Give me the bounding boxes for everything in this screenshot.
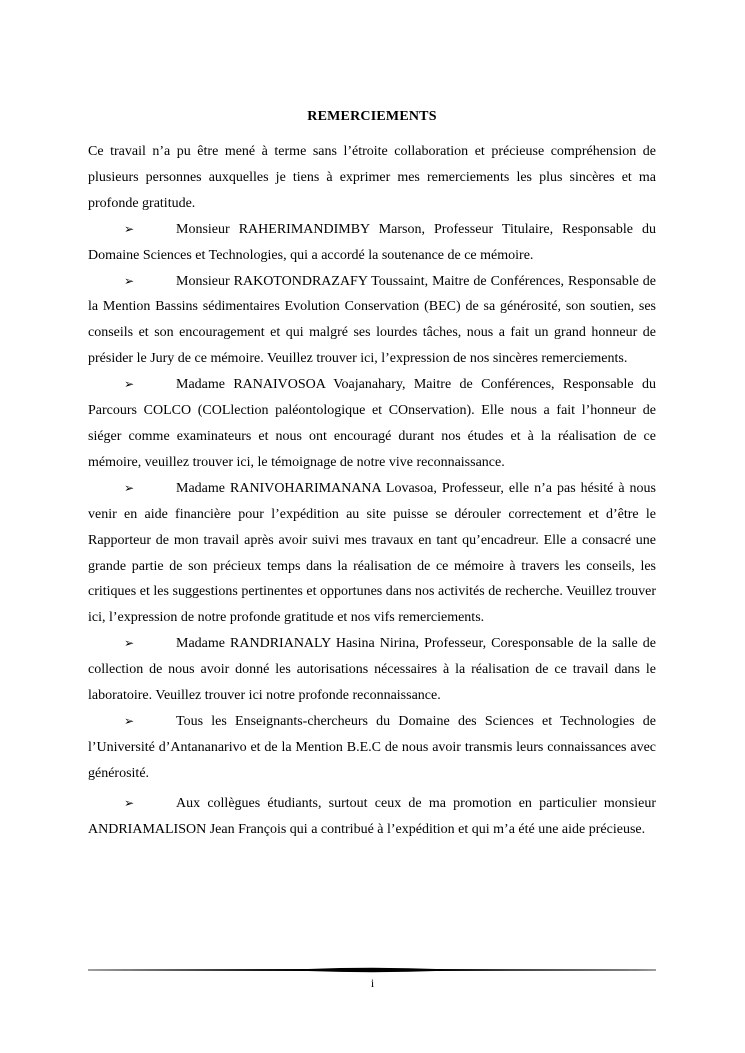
list-item: [88, 791, 656, 843]
list-item-text: Madame RANAIVOSOA Voajanahary, Maitre de Conférences, Responsable du Parcours COLCO (COLlection paléontologique et COnservation). Elle nous a fait l’honneur de siéger comme examinateurs et nous ont encouragé durant nos études et à la réalisation de ce mémoire, veuillez trouver ici, le témoignage de notre vive reconnaissance.: [88, 377, 656, 470]
list-item: [88, 709, 656, 787]
list-item: [88, 217, 656, 269]
list-item: [88, 372, 656, 476]
page-title: REMERCIEMENTS: [307, 109, 437, 124]
arrow-bullet-icon: ➢: [124, 377, 135, 392]
document-body: [88, 139, 656, 842]
list-item-text: Tous les Enseignants-chercheurs du Domaine des Sciences et Technologies de l’Université d’Antananarivo et de la Mention B.E.C de nous avoir transmis leurs connaissances avec générosité.: [88, 713, 656, 781]
list-item-text: Monsieur RAHERIMANDIMBY Marson, Professeur Titulaire, Responsable du Domaine Sciences et Technologies, qui a accordé la soutenance de ce mémoire.: [88, 221, 656, 263]
arrow-bullet-icon: ➢: [124, 795, 135, 810]
arrow-bullet-icon: ➢: [124, 636, 135, 651]
page-number: i: [370, 976, 375, 990]
list-item-text: Madame RANIVOHARIMANANA Lovasoa, Professeur, elle n’a pas hésité à nous venir en aide financière pour l’expédition au site puisse se dérouler correctement et d’être le Rapporteur de mon travail après avoir suivi mes travaux en tant qu’encadreur. Elle a consacré une grande partie de son précieux temps dans la réalisation de ce mémoire à travers les conseils, les critiques et les suggestions pertinentes et opportunes dans nos activités de recherche. Veuillez trouver ici, l’expression de notre profonde gratitude et nos vifs remerciements.: [88, 480, 656, 626]
arrow-bullet-icon: ➢: [124, 221, 135, 236]
list-item-text: Monsieur RAKOTONDRAZAFY Toussaint, Maitre de Conférences, Responsable de la Mention Bassins sédimentaires Evolution Conservation (BEC) de sa générosité, son soutien, ses conseils et son encouragement et qui malgré ses lourdes tâches, nous a fait un grand honneur de présider le Jury de ce mémoire. Veuillez trouver ici, l’expression de nos sincères remerciements.: [88, 273, 656, 367]
arrow-bullet-icon: ➢: [124, 480, 135, 495]
list-item-text: Madame RANDRIANALY Hasina Nirina, Professeur, Coresponsable de la salle de collection de nous avoir donné les autorisations nécessaires à la réalisation de ce travail dans le laboratoire. Veuillez trouver ici notre profonde reconnaissance.: [88, 636, 656, 704]
list-item: [88, 631, 656, 709]
footer-divider: [88, 966, 656, 974]
list-item-text: Aux collègues étudiants, surtout ceux de ma promotion en particulier monsieur ANDRIAMALISON Jean François qui a contribué à l’expédition et qui m’a été une aide précieuse.: [88, 795, 656, 837]
intro-paragraph: Ce travail n’a pu être mené à terme sans l’étroite collaboration et précieuse compréhension de plusieurs personnes auxquelles je tiens à exprimer mes remerciements les plus sincères et ma profonde gratitude.: [88, 144, 656, 211]
list-item: [88, 269, 656, 373]
list-item: [88, 476, 656, 631]
arrow-bullet-icon: ➢: [124, 273, 135, 288]
arrow-bullet-icon: ➢: [124, 713, 135, 728]
